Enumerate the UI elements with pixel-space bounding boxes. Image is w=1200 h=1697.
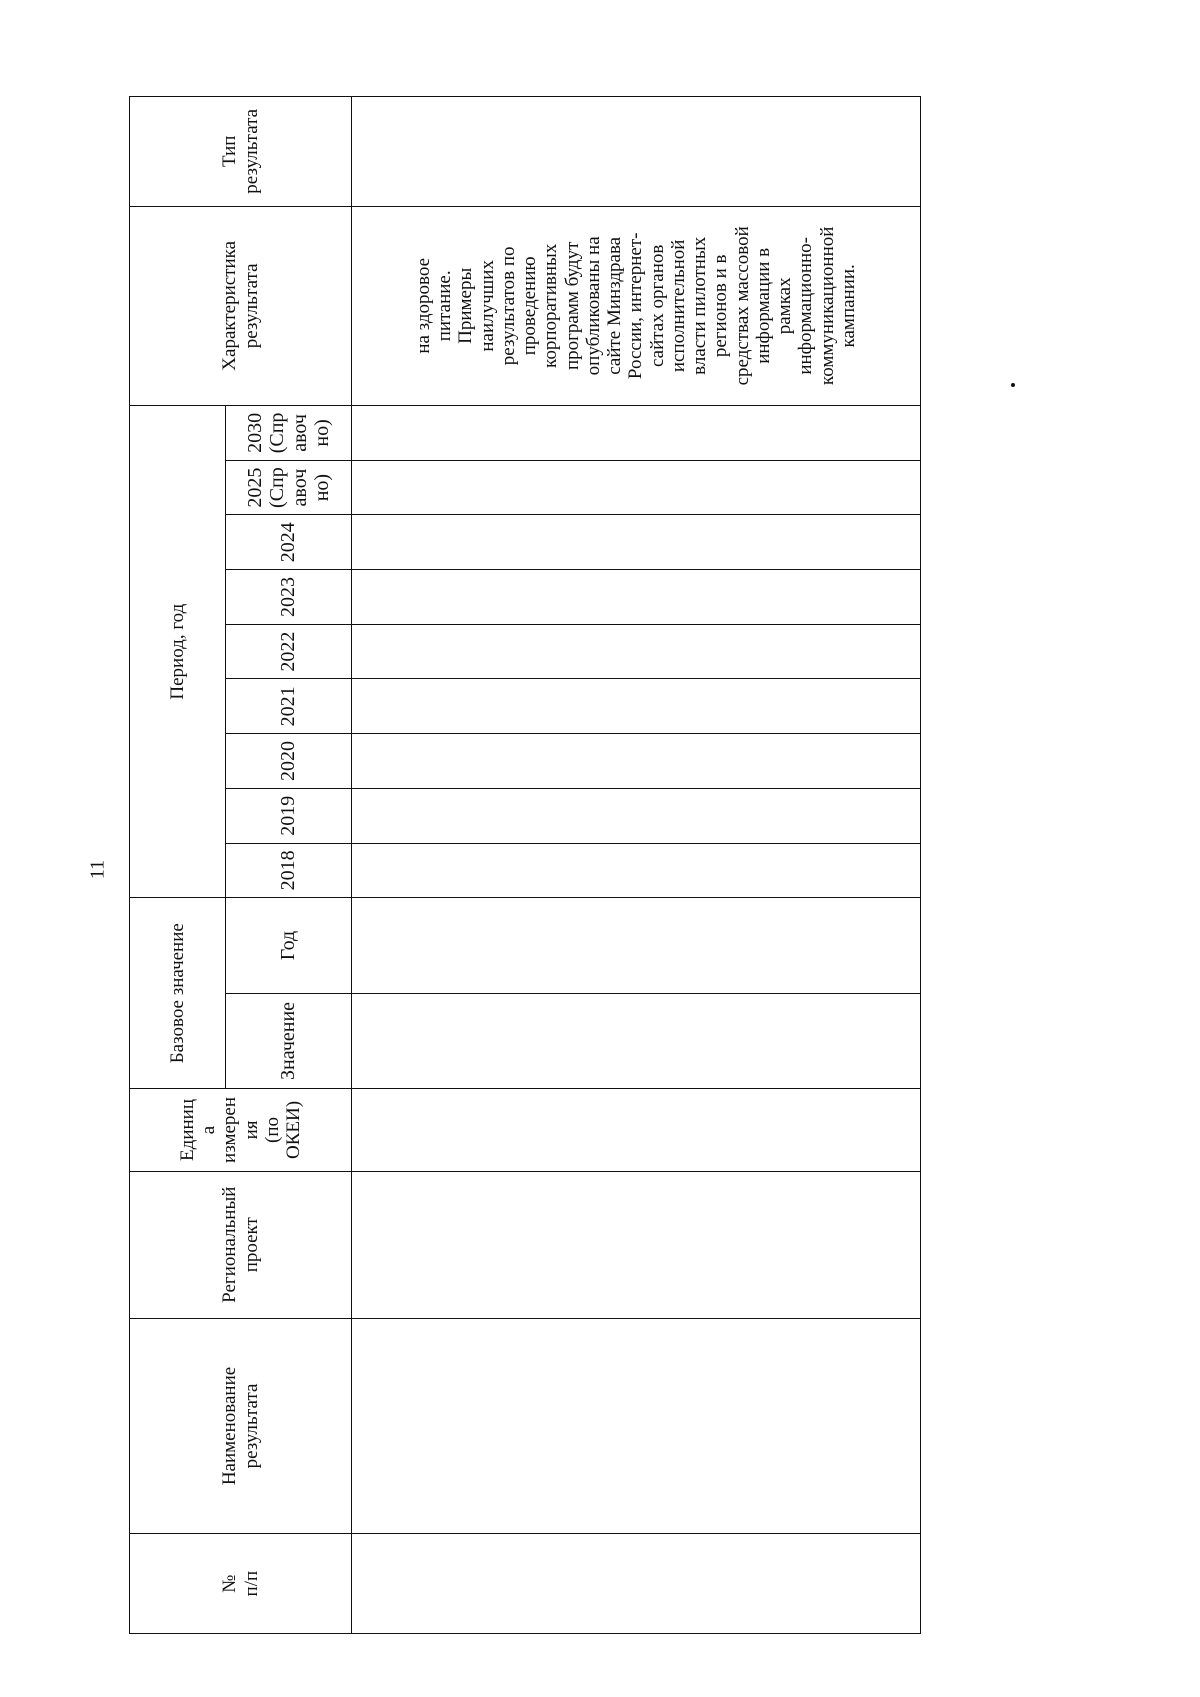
header-period: Период, год xyxy=(130,406,226,898)
cell-unit xyxy=(352,1089,921,1172)
header-year-2030: 2030 (Спр авоч но) xyxy=(226,406,352,461)
header-year-2020: 2020 xyxy=(226,734,352,789)
header-year-2023: 2023 xyxy=(226,570,352,625)
page-number: 11 xyxy=(86,859,109,880)
rotated-table-stage xyxy=(129,96,909,1634)
header-year-2022: 2022 xyxy=(226,624,352,679)
header-characteristic: Характеристика результата xyxy=(130,206,352,405)
cell-year-2024 xyxy=(352,515,921,570)
cell-year-2022 xyxy=(352,624,921,679)
cell-year-2019 xyxy=(352,788,921,843)
cell-base-year xyxy=(352,898,921,993)
header-unit: Единиц а измерен ия (по ОКЕИ) xyxy=(130,1089,352,1172)
stray-dot xyxy=(1011,383,1015,387)
header-year-2019: 2019 xyxy=(226,788,352,843)
cell-num xyxy=(352,1534,921,1634)
cell-year-2020 xyxy=(352,734,921,789)
cell-characteristic: на здоровое питание. Примеры наилучших результатов по проведению корпоративных программ будут опубликованы на сайте Минздрава России, интернет- сайтах органов исполнительной власти пилотных регионов и в средствах массовой информации в рамках информационно- коммуникационной кампании. xyxy=(352,206,921,405)
header-year-2018: 2018 xyxy=(226,843,352,898)
header-year-2024: 2024 xyxy=(226,515,352,570)
cell-name xyxy=(352,1318,921,1534)
header-name: Наименование результата xyxy=(130,1318,352,1534)
header-regional-project: Региональный проект xyxy=(130,1171,352,1318)
cell-base-value xyxy=(352,993,921,1088)
header-base-value: Базовое значение xyxy=(130,898,226,1089)
cell-year-2023 xyxy=(352,570,921,625)
header-type: Тип результата xyxy=(130,97,352,207)
cell-year-2030 xyxy=(352,406,921,461)
cell-regional-project xyxy=(352,1171,921,1318)
header-base-value-year: Год xyxy=(226,898,352,993)
cell-type xyxy=(352,97,921,207)
results-table xyxy=(129,96,921,1634)
cell-year-2021 xyxy=(352,679,921,734)
header-year-2025: 2025 (Спр авоч но) xyxy=(226,460,352,515)
header-num: № п/п xyxy=(130,1534,352,1634)
table-row xyxy=(352,97,921,1634)
cell-year-2018 xyxy=(352,843,921,898)
header-row-1 xyxy=(130,97,226,1634)
cell-year-2025 xyxy=(352,460,921,515)
header-year-2021: 2021 xyxy=(226,679,352,734)
header-base-value-value: Значение xyxy=(226,993,352,1088)
